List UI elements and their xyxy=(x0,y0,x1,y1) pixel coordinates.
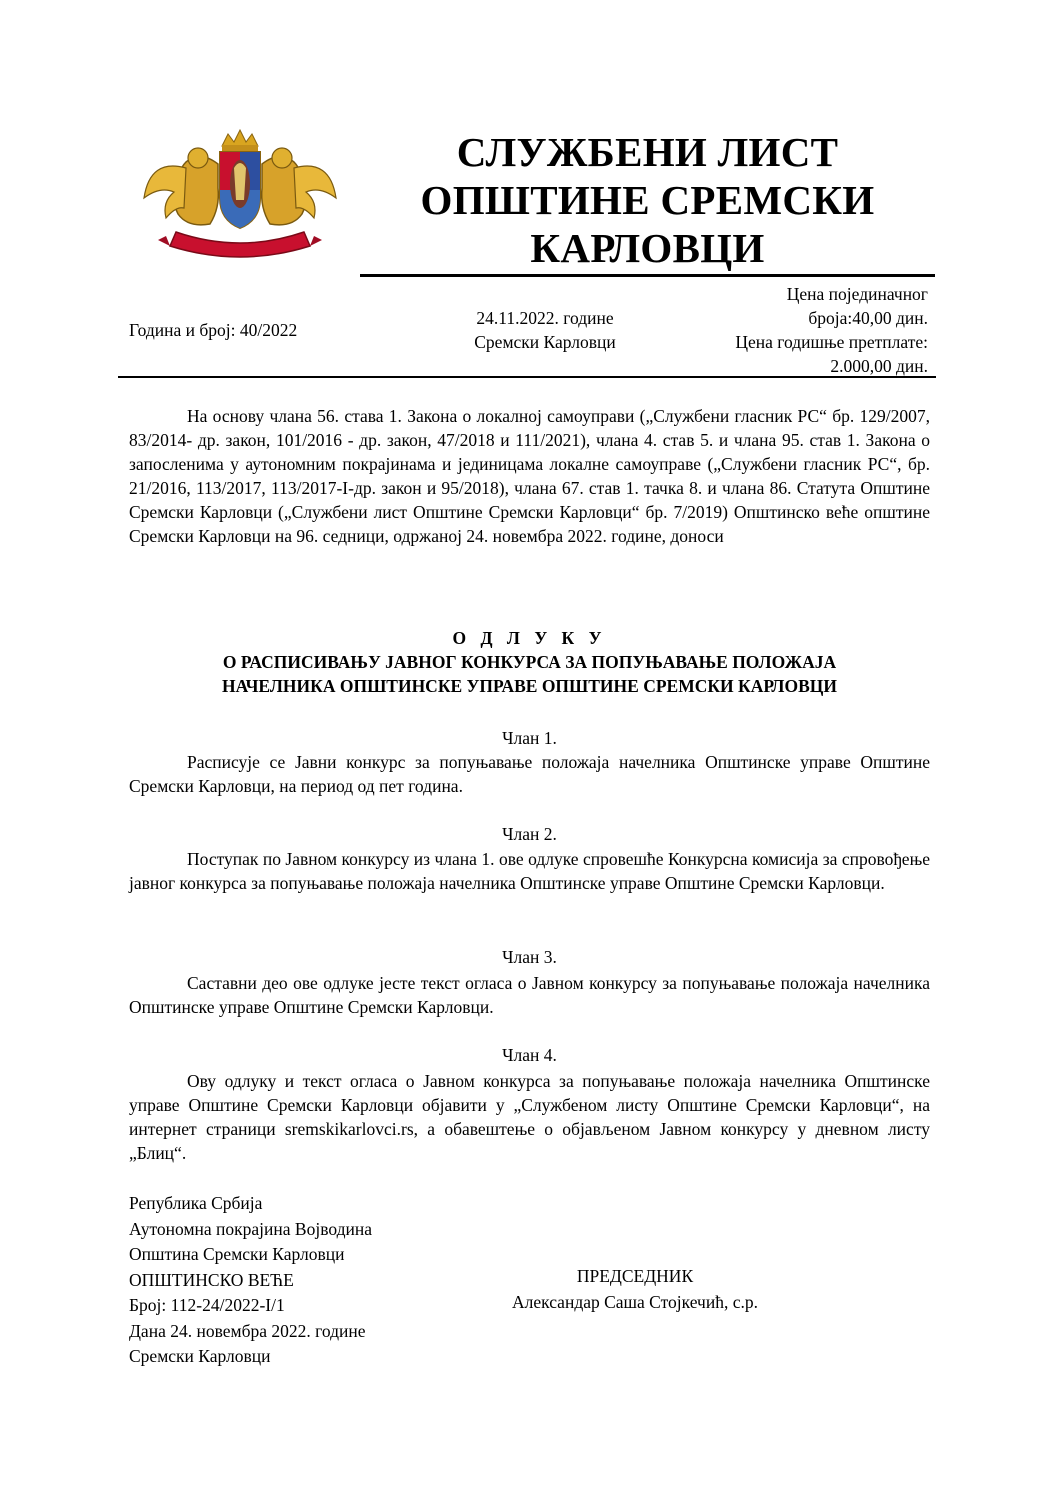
issuer-line: ОПШТИНСКО ВЕЋЕ xyxy=(129,1269,294,1290)
intro-paragraph xyxy=(129,404,930,548)
year-number: Година и број: 40/2022 xyxy=(129,320,298,340)
issuer-line: Дана 24. новембра 2022. године xyxy=(129,1320,366,1341)
article-body xyxy=(129,750,930,798)
issuer-line: Аутономна покрајина Војводина xyxy=(129,1218,372,1239)
title-line: СЛУЖБЕНИ ЛИСТ xyxy=(456,129,839,175)
article-text: Расписује се Јавни конкурс за попуњавање положаја начелника Општинске управе Општине Сремски Карловци, на период од пет година. xyxy=(129,752,930,796)
issue-place: Сремски Карловци xyxy=(474,332,616,352)
title-line: ОПШТИНЕ СРЕМСКИ xyxy=(420,177,875,223)
intro-text: На основу члана 56. става 1. Закона о локалној самоуправи („Службени гласник РС“ бр. 129/2007, 83/2014- др. закон, 101/2016 - др. закон, 47/2018 и 111/2021), члана 4. став 5. и члана 95. став 1. Закона о запосленима у аутономним покрајинама и јединицама локалне самоуправе („Службени гласник РС“, бр. 21/2016, 113/2017, 113/2017-I-др. закон и 95/2018), члана 67. став 1. тачка 8. и члана 86. Статута Општине Сремски Карловци („Службени лист Општине Сремски Карловци“ бр. 7/2019) Општинско веће општине Сремски Карловци на 96. седници, одржаној 24. новембра 2022. године, доноси xyxy=(129,406,930,546)
president-signature xyxy=(470,1264,800,1315)
article-title: Члан 2. xyxy=(502,824,557,844)
issuer-line: Сремски Карловци xyxy=(129,1346,271,1366)
article-text: Поступак по Јавном конкурсу из члана 1. ове одлуке спровешће Конкурсна комисија за спровођење јавног конкурса за попуњавање положаја начелника Општинске управе Општине Сремски Карловци. xyxy=(129,849,930,893)
article-text: Ову одлуку и текст огласа о Јавном конкурса за попуњавање положаја начелника Општинске управе Општине Сремски Карловци објавити у „Службеном листу Општине Сремски Карловци“, на интернет страници sremskikarlovci.rs, а обавештење о објављеном Јавном конкурсу у дневном листу „Блиц“. xyxy=(129,1071,930,1163)
issue-date: 24.11.2022. године xyxy=(476,308,614,328)
article-body xyxy=(129,1069,930,1165)
issue-date-place xyxy=(440,306,650,354)
header-bottom-divider xyxy=(118,376,936,378)
article-title: Члан 1. xyxy=(502,728,557,748)
coat-of-arms-icon xyxy=(140,128,340,268)
article-text: Саставни део ове одлуке јесте текст огласа о Јавном конкурсу за попуњавање положаја начелника Општинске управе Општине Сремски Карловци. xyxy=(129,973,930,1017)
title-line: КАРЛОВЦИ xyxy=(530,225,765,271)
gazette-title xyxy=(360,128,935,272)
issuer-line: Општина Сремски Карловци xyxy=(129,1244,345,1264)
header-divider xyxy=(360,274,935,277)
decision-subtitle: О РАСПИСИВАЊУ ЈАВНОГ КОНКУРСА ЗА ПОПУЊАВАЊЕ ПОЛОЖАЈА xyxy=(222,652,837,672)
price-line: 2.000,00 дин. xyxy=(830,356,928,376)
price-info xyxy=(690,282,928,378)
president-name: Александар Саша Стојкечић, с.р. xyxy=(512,1291,758,1312)
price-line: броја:40,00 дин. xyxy=(808,308,928,328)
decision-subtitle: НАЧЕЛНИКА ОПШТИНСКЕ УПРАВЕ ОПШТИНЕ СРЕМСКИ КАРЛОВЦИ xyxy=(222,676,837,696)
article-body xyxy=(129,971,930,1019)
president-title: ПРЕДСЕДНИК xyxy=(576,1266,694,1286)
price-line: Цена појединачног xyxy=(786,284,928,304)
issuer-line: Број: 112-24/2022-I/1 xyxy=(129,1295,285,1315)
article-title: Члан 3. xyxy=(502,947,557,967)
issuer-block xyxy=(129,1191,372,1370)
issuer-line: Република Србија xyxy=(129,1193,263,1213)
article-body xyxy=(129,847,930,895)
price-line: Цена годишње претплате: xyxy=(735,332,928,352)
article-title: Члан 4. xyxy=(502,1045,557,1065)
decision-title: О Д Л У К У xyxy=(452,628,607,648)
decision-heading xyxy=(129,626,930,698)
